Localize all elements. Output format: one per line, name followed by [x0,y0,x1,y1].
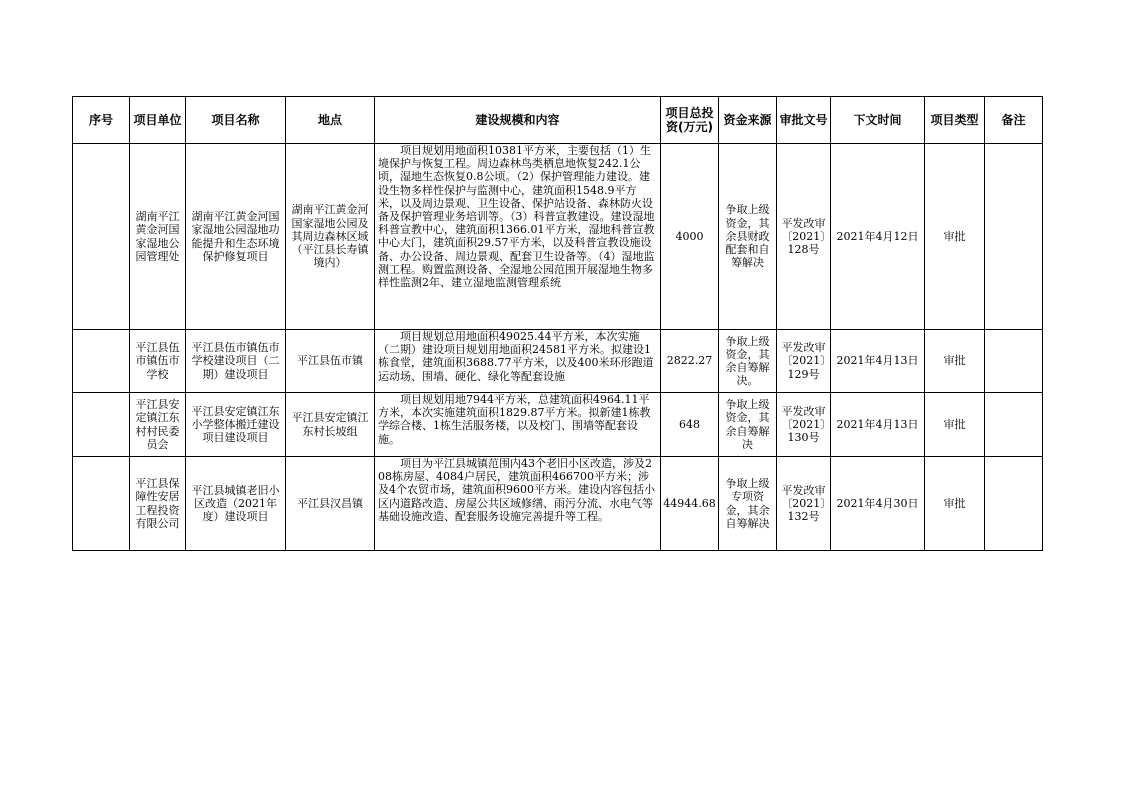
cell-seq [73,457,130,551]
cell-approval-no: 平发改审〔2021〕132号 [777,457,831,551]
cell-investment: 44944.68 [661,457,719,551]
cell-unit: 平江县伍市镇伍市学校 [130,330,186,393]
cell-remarks [985,457,1043,551]
cell-funding: 争取上级资金，其余自筹解决。 [719,330,777,393]
cell-investment: 4000 [661,144,719,330]
cell-issue-date: 2021年4月13日 [831,330,925,393]
cell-scope [375,457,661,551]
cell-investment: 648 [661,393,719,457]
header-issue-date: 下文时间 [831,97,925,144]
cell-approval-no: 平发改审〔2021〕130号 [777,393,831,457]
cell-location: 湖南平江黄金河国家湿地公园及其周边森林区域（平江县长寿镇境内） [286,144,375,330]
cell-name: 湖南平江黄金河国家湿地公园湿地功能提升和生态环境保护修复项目 [186,144,286,330]
cell-issue-date: 2021年4月12日 [831,144,925,330]
cell-unit: 平江县安定镇江东村村民委员会 [130,393,186,457]
header-type: 项目类型 [925,97,985,144]
cell-unit: 平江县保障性安居工程投资有限公司 [130,457,186,551]
cell-unit: 湖南平江黄金河国家湿地公园管理处 [130,144,186,330]
cell-location: 平江县伍市镇 [286,330,375,393]
header-row [73,97,1043,144]
cell-type: 审批 [925,144,985,330]
header-unit: 项目单位 [130,97,186,144]
header-investment: 项目总投资(万元) [661,97,719,144]
header-approval-no: 审批文号 [777,97,831,144]
cell-funding: 争取上级资金，其余自筹解决 [719,393,777,457]
header-seq: 序号 [73,97,130,144]
cell-seq [73,330,130,393]
cell-location: 平江县汉昌镇 [286,457,375,551]
cell-name: 平江县城镇老旧小区改造（2021年度）建设项目 [186,457,286,551]
table-row [73,457,1043,551]
scope-text: 项目为平江县城镇范围内43个老旧小区改造，涉及208栋房屋、4084户居民，建筑面积466700平方米；涉及4个农贸市场，建筑面积9600平方米。建设内容包括小区内道路改造、房屋公共区域修缮、雨污分流、水电气等基础设施改造、配套服务设施完善提升等工程。 [378,457,655,523]
header-remarks: 备注 [985,97,1043,144]
cell-type: 审批 [925,330,985,393]
cell-scope [375,144,661,330]
table-row [73,144,1043,330]
cell-approval-no: 平发改审〔2021〕128号 [777,144,831,330]
cell-issue-date: 2021年4月13日 [831,393,925,457]
cell-remarks [985,393,1043,457]
cell-funding: 争取上级资金，其余县财政配套和自筹解决 [719,144,777,330]
cell-remarks [985,330,1043,393]
scope-text: 项目规划总用地面积49025.44平方米，本次实施（二期）建设项目规划用地面积24581平方米。拟建设1栋食堂，建筑面积3688.77平方米，以及400米环形跑道运动场、围墙、硬化、绿化等配套设施 [378,330,654,383]
table-row [73,393,1043,457]
cell-remarks [985,144,1043,330]
header-name: 项目名称 [186,97,286,144]
cell-issue-date: 2021年4月30日 [831,457,925,551]
project-approval-sheet [72,96,1026,551]
header-location: 地点 [286,97,375,144]
cell-name: 平江县伍市镇伍市学校建设项目（二期）建设项目 [186,330,286,393]
cell-scope [375,393,661,457]
cell-location: 平江县安定镇江东村长坡组 [286,393,375,457]
cell-seq [73,393,130,457]
scope-text: 项目规划用地7944平方米，总建筑面积4964.11平方米，本次实施建筑面积1829.87平方米。拟新建1栋教学综合楼、1栋生活服务楼，以及校门、围墙等配套设施。 [378,393,651,446]
table-row [73,330,1043,393]
cell-type: 审批 [925,393,985,457]
cell-scope [375,330,661,393]
header-funding: 资金来源 [719,97,777,144]
cell-type: 审批 [925,457,985,551]
cell-seq [73,144,130,330]
cell-name: 平江县安定镇江东小学整体搬迁建设项目建设项目 [186,393,286,457]
cell-funding: 争取上级专项资金，其余自筹解决 [719,457,777,551]
header-scope: 建设规模和内容 [375,97,661,144]
cell-investment: 2822.27 [661,330,719,393]
cell-approval-no: 平发改审〔2021〕129号 [777,330,831,393]
project-approval-table [72,96,1043,551]
scope-text: 项目规划用地面积10381平方米，主要包括（1）生境保护与恢复工程。周边森林鸟类栖息地恢复242.1公顷，湿地生态恢复0.8公顷。（2）保护管理能力建设。建设生物多样性保护与监测中心，建筑面积1548.9平方米，以及周边景观、卫生设备、保护站设备、森林防火设备及保护管理业务培训等。（3）科普宣教建设。建设湿地科普宣教中心，建筑面积1366.01平方米，湿地科普宣教中心大门，建筑面积29.57平方米，以及科普宣教设施设备、办公设备、周边景观、配套卫生设备等。（4）湿地监测工程。购置监测设备、全湿地公园范围开展湿地生物多样性监测2年、建立湿地监测管理系统 [378,144,655,290]
